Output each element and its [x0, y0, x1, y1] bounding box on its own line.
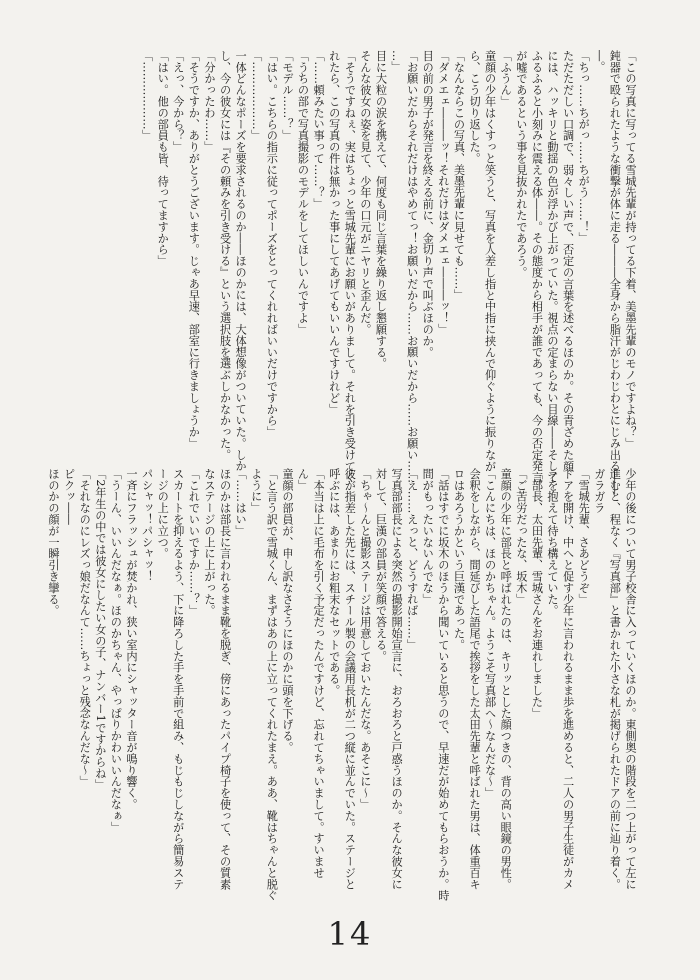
text-line: 一斉にフラッシュが焚かれ、狭い室内にシャッター音が鳴り響く。 — [125, 468, 138, 810]
text-line: ピクッ―― — [62, 468, 76, 525]
text-line: 「ダメエェ―――ッ！それだけはダメエェ―――ッ！」 — [436, 50, 450, 335]
text-line: 会釈をしながら、間延びした語尾で挨拶をした太田先輩と呼ばれた男は、体重百キ — [468, 468, 482, 890]
text-line: 「お願いだからそれだけはやめてっ！お願いだから……お願いだから……お願い…… — [405, 50, 419, 484]
text-line: 「と言う訳で雪城くん、まずはあの上に立ってくれたまえ。ああ、靴はちゃんと脱ぐ — [265, 468, 279, 902]
text-line: れたら、この写真の件は無かった事にしてあげてもいいんですけれど」 — [327, 50, 341, 415]
text-line: 少年の後について男子校舎に入っていくほのか。東側奥の階段を二つ上がって左に — [624, 468, 637, 890]
text-line: ―。 — [592, 50, 606, 73]
text-line: 「雪城先輩、さあどうぞ」 — [577, 468, 591, 605]
text-line: ほのかは部長に言われるまま靴を脱ぎ、傍にあったパイプ椅子を使って、その質素 — [218, 468, 232, 890]
text-line: 進むと、程なく『写真部』と書かれた小さな札が掲げられたドアの前に辿り着く。 — [608, 468, 622, 890]
text-line: 間がもったいないんでな」 — [421, 468, 435, 605]
text-line: 「………………」 — [140, 50, 154, 142]
text-line: 写真部部長による突然の撮影開始宣言に、おろおろと戸惑うほのか。そんな彼女に — [390, 468, 404, 890]
text-line: そんな彼女の姿を見て、少年の口元がニヤリと歪んだ。 — [358, 50, 372, 335]
text-line: 「ふうん」 — [499, 50, 513, 107]
text-line: ように」 — [249, 468, 263, 514]
text-line: 「モデル……？」 — [280, 50, 294, 142]
text-line: 「2年生の中では彼女にしたい女の子、ナンバー1ですからね」 — [93, 468, 107, 791]
text-line: 「ちっ……ちがっ……ちがう……！」 — [577, 50, 591, 244]
text-line: 一体どんなポーズを要求されるのか――ほのかには、大体想像がついていた。しか — [234, 50, 248, 472]
text-line: が嘘であるという事を見抜かれたであろう。 — [514, 50, 528, 278]
text-line: ら、こう切り返した。 — [468, 50, 482, 164]
text-line: し、今の彼女には『その頼みを引き受ける』という選択肢を選ぶしかなかった。 — [218, 50, 232, 461]
text-line: 「そうですか、ありがとうございます。じゃあ早速、部室に行きましょうか」 — [187, 50, 201, 449]
text-line: 「こんにちは、ほのかちゃん。ようこそ写真部へ〜なんだな〜」 — [483, 468, 497, 799]
text-line: …」 — [390, 50, 404, 73]
text-line: ほのかの顔が一瞬引き攣る。 — [47, 468, 61, 617]
text-line: 童顔の少年はくすっと笑うと、写真を人差し指と中指に挟んで仰ぐように振りなが — [483, 50, 497, 472]
text-line: 「なんならこの写真、美墨先輩に見せても……」 — [452, 50, 466, 301]
text-line: 「……はい」 — [234, 468, 248, 537]
text-line: ガラガラ — [592, 468, 606, 514]
text-line: ージの上に立つ。 — [156, 468, 170, 560]
text-line: 「はい。他の部員も皆、待ってますから」 — [156, 50, 170, 267]
text-line: 「うーん、いいんだなぁ。ほのかちゃん、やっぱりかわいいんだなぁ」 — [109, 468, 123, 833]
page-number: 14 — [327, 915, 373, 953]
text-line: 「………………」 — [249, 50, 263, 142]
text-line: ラを抱えて待ち構えていた。 — [546, 468, 560, 617]
text-line: ふるふると小刻みに震える体――。その態度から相手が誰であっても、今の否定発言 — [530, 50, 544, 484]
text-line: 目に大粒の涙を携えて、何度も同じ言葉を繰り返し懇願する。 — [374, 50, 388, 370]
text-line: スカートを抑えるよう、下に降ろした手を手前で組み、もじもじしながら簡易ステ — [171, 468, 185, 890]
text-line: 「はい。こちらの指示に従ってポーズをとってくれればいいだけですから」 — [265, 50, 279, 438]
text-line: 対して、巨漢の部員が笑顔で答える。 — [374, 468, 388, 662]
text-line: 童顔の少年に部長と呼ばれたのは、キリッとした顔つきの、背の高い眼鏡の男性。 — [499, 468, 513, 890]
text-line: ただただしい口調で、弱々しい声で、否定の言葉を述べるほのか。その青ざめた顔 — [561, 50, 575, 472]
text-line: 「本当は上に毛布を引く予定だったんですけど、忘れてちゃいまして。すいませ — [312, 468, 326, 879]
text-line: ドアを開け、中へと促す少年に言われるまま歩を進めると、二人の男子生徒がカメ — [561, 468, 575, 890]
text-line: 「うちの部で写真撮影のモデルをしてほしいんですよ」 — [296, 50, 310, 335]
text-line: 「えっ、今から？」 — [171, 50, 185, 153]
text-line: 「この写真に写ってる雪城先輩が持ってる下着、美墨先輩のモノですよね？」 — [624, 50, 637, 449]
text-line: 「分かったわ……」 — [202, 50, 216, 153]
lower-text-block — [47, 468, 638, 902]
text-line: 「部長、太田先輩、雪城さんをお連れしました」 — [530, 468, 544, 719]
text-line: 「これでいいですか……？」 — [187, 468, 201, 617]
text-line: 童顔の部員が、申し訳なさそうにほのかに頭を下げる。 — [280, 468, 294, 753]
text-line: 「そうですねぇ、実はちょっと雪城先輩にお願いがありまして。それを引き受けてく — [343, 50, 357, 484]
text-line: 目の前の男子が発言を終える前に、金切り声で叫ぶほのか。 — [421, 50, 435, 358]
text-line: には、ハッキリと動揺の色が浮かび上がっていた。視点の定まらない目線――そして — [546, 50, 560, 484]
text-line: 「ご苦労だったな、坂木」 — [514, 468, 528, 605]
text-line: 「ちゃ〜んと撮影ステージは用意しておいたんだな。あそこに〜」 — [358, 468, 372, 810]
text-line: パシャッ！パシャッ！ — [140, 468, 154, 582]
text-line: 「話はすでに坂木のほうから聞いていると思うので、早速だが始めてもらおうか。時 — [436, 468, 450, 902]
text-line: 呼ぶには、あまりにお粗末なセットである。 — [327, 468, 341, 696]
text-line: 鈍器で殴られたような衝撃が体に走る―――全身から脂汗がじわじわとにじみ出る―― — [608, 50, 622, 495]
text-line: ロはあろうかという巨漢であった。 — [452, 468, 466, 651]
text-line: 「……頼みたい事って……？」 — [312, 50, 326, 210]
text-line: 彼が指差した先には、スチール製の会議用長机が二つ縦に並んでいた。ステージと — [343, 468, 357, 890]
text-line: ん」 — [296, 468, 310, 491]
text-line: 「それなのにレズっ娘だなんて……ちょっと残念なんだな〜」 — [78, 468, 92, 788]
text-line: なステージの上に上がった。 — [202, 468, 216, 617]
text-line: 「え……えっと、どうすれば……」 — [405, 468, 419, 651]
